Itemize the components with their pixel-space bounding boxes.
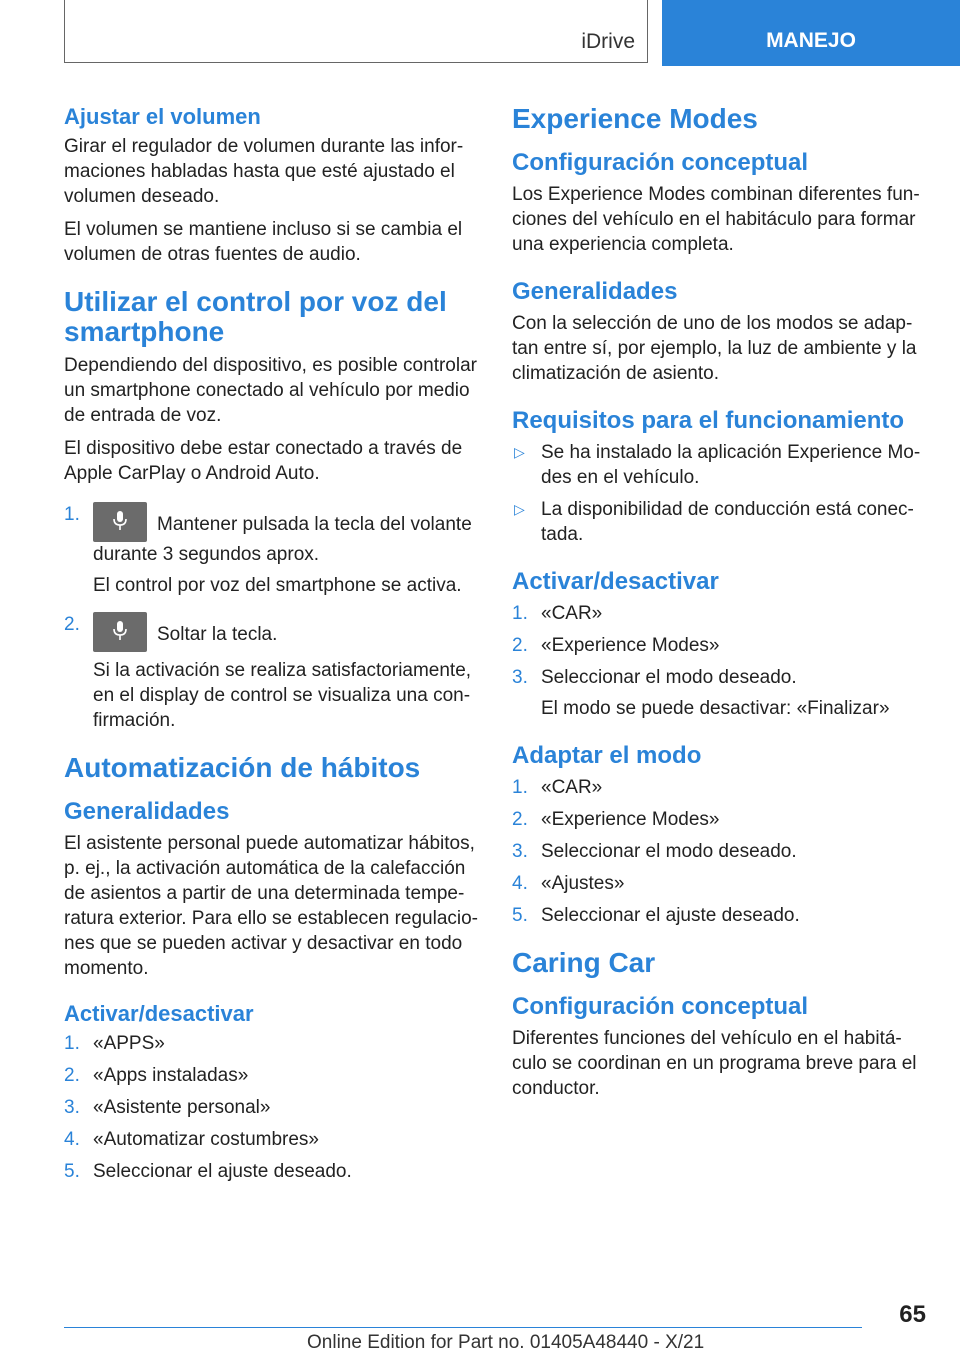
header-section: iDrive (581, 30, 635, 53)
section-activate-modes (512, 567, 926, 721)
list-item (64, 1031, 482, 1056)
voice-steps-list (64, 502, 482, 733)
step-text: Mantener pulsada la tecla del volante durante 3 segundos aprox. (93, 514, 472, 565)
section-general-modes (512, 277, 926, 386)
step-text: «CAR» (541, 603, 603, 624)
heading-concept: Configuración conceptual (512, 149, 809, 176)
step-result: Si la activación se realiza satisfactoriamente, en el display de control se visualiza una con-firmación. (93, 660, 472, 731)
requirement-text: La disponibilidad de conducción está conec-tada. (541, 499, 914, 545)
section-requirements (512, 406, 926, 547)
list-item (64, 1127, 482, 1152)
section-concept (512, 148, 926, 257)
step-number: 2. (512, 809, 528, 830)
heading-general-modes: Generalidades (512, 278, 678, 305)
section-activate (64, 1001, 482, 1184)
list-item (512, 633, 926, 658)
step-text: Seleccionar el ajuste deseado. (93, 1161, 352, 1182)
voice-paragraph-1: Dependiendo del dispositivo, es posible controlar un smartphone conectado al vehículo por medio de entrada de voz. (64, 355, 477, 426)
general-paragraph: El asistente personal puede automatizar hábitos, p. ej., la activación automática de la calefacción de asientos a partir de una determinada tempe-ratura exterior. Para ello se establecen regulacio-nes que se pueden activar y desactivar en todo momento. (64, 833, 479, 979)
step-number: 4. (64, 1129, 80, 1150)
requirement-text: Se ha instalado la aplicación Experience Mo-des en el vehículo. (541, 442, 921, 488)
heading-activate-modes: Activar/desactivar (512, 568, 719, 595)
list-item (512, 903, 926, 928)
triangle-bullet-icon: ▷ (514, 501, 525, 517)
section-voice-control (64, 287, 482, 733)
step-text: «Apps instaladas» (93, 1065, 249, 1086)
list-item (64, 1063, 482, 1088)
step-number: 3. (64, 1097, 80, 1118)
footer-divider (64, 1327, 862, 1328)
section-caring-concept (512, 992, 926, 1101)
step-number: 1. (512, 603, 528, 624)
left-column (64, 104, 482, 1204)
heading-activate: Activar/desactivar (64, 1001, 254, 1026)
header-chapter-tab[interactable]: MANEJO (662, 0, 960, 66)
list-item (512, 440, 926, 490)
heading-voice-control: Utilizar el control por voz del smartphone (64, 286, 447, 347)
page-number: 65 (899, 1301, 926, 1328)
list-item (512, 807, 926, 832)
step-number: 2. (64, 614, 80, 635)
step-number: 3. (512, 841, 528, 862)
microphone-button-icon (93, 502, 147, 542)
step-number: 1. (64, 1033, 80, 1054)
activate-steps-list (64, 1031, 482, 1184)
heading-requirements: Requisitos para el funcionamiento (512, 407, 905, 434)
step-text: «Asistente personal» (93, 1097, 271, 1118)
step-text: «Automatizar costumbres» (93, 1129, 319, 1150)
list-item (512, 775, 926, 800)
voice-paragraph-2: El dispositivo debe estar conectado a través de Apple CarPlay o Android Auto. (64, 438, 463, 484)
step-number: 4. (512, 873, 528, 894)
heading-general: Generalidades (64, 798, 230, 825)
step-number: 2. (512, 635, 528, 656)
step-result: El control por voz del smartphone se activa. (93, 575, 462, 596)
heading-caring-car: Caring Car (512, 947, 656, 978)
list-item (64, 612, 482, 733)
step-number: 2. (64, 1065, 80, 1086)
step-number: 3. (512, 667, 528, 688)
adapt-steps-list (512, 775, 926, 928)
section-habit-automation (64, 753, 482, 981)
step-number: 1. (512, 777, 528, 798)
activate-modes-list (512, 601, 926, 721)
step-text: Seleccionar el modo deseado. (541, 667, 797, 688)
triangle-bullet-icon: ▷ (514, 444, 525, 460)
list-item (512, 601, 926, 626)
list-item (512, 497, 926, 547)
concept-paragraph: Los Experience Modes combinan diferentes fun-ciones del vehículo en el habitáculo para formar una experiencia completa. (512, 184, 920, 255)
list-item (64, 1159, 482, 1184)
list-item (512, 665, 926, 721)
step-number: 5. (64, 1161, 80, 1182)
step-number: 1. (64, 504, 80, 525)
footer-edition: Online Edition for Part no. 01405A48440 - X/21 (307, 1332, 705, 1353)
step-text: «CAR» (541, 777, 603, 798)
header-frame (64, 0, 648, 63)
step-text: Seleccionar el ajuste deseado. (541, 905, 800, 926)
list-item (512, 871, 926, 896)
step-result: El modo se puede desactivar: «Finalizar» (541, 698, 890, 719)
section-volume (64, 104, 482, 267)
heading-experience-modes: Experience Modes (512, 103, 758, 134)
step-text: «APPS» (93, 1033, 165, 1054)
heading-habit-automation: Automatización de hábitos (64, 752, 421, 783)
heading-adapt-mode: Adaptar el modo (512, 742, 702, 769)
step-number: 5. (512, 905, 528, 926)
general-modes-paragraph: Con la selección de uno de los modos se adap-tan entre sí, por ejemplo, la luz de ambiente y la climatización de asiento. (512, 313, 917, 384)
step-text: Soltar la tecla. (157, 624, 278, 645)
step-text: «Experience Modes» (541, 635, 720, 656)
section-adapt-mode (512, 741, 926, 928)
heading-volume: Ajustar el volumen (64, 104, 261, 129)
volume-paragraph-1: Girar el regulador de volumen durante las infor-maciones habladas hasta que esté ajustado el volumen deseado. (64, 136, 464, 207)
volume-paragraph-2: El volumen se mantiene incluso si se cambia el volumen de otras fuentes de audio. (64, 219, 463, 265)
list-item (64, 502, 482, 598)
step-text: Seleccionar el modo deseado. (541, 841, 797, 862)
requirements-list (512, 440, 926, 547)
list-item (64, 1095, 482, 1120)
caring-paragraph: Diferentes funciones del vehículo en el habitá-culo se coordinan en un programa breve para el conductor. (512, 1028, 917, 1099)
step-text: «Experience Modes» (541, 809, 720, 830)
list-item (512, 839, 926, 864)
heading-caring-concept: Configuración conceptual (512, 993, 809, 1020)
microphone-button-icon (93, 612, 147, 652)
right-column (512, 104, 926, 1121)
step-text: «Ajustes» (541, 873, 625, 894)
